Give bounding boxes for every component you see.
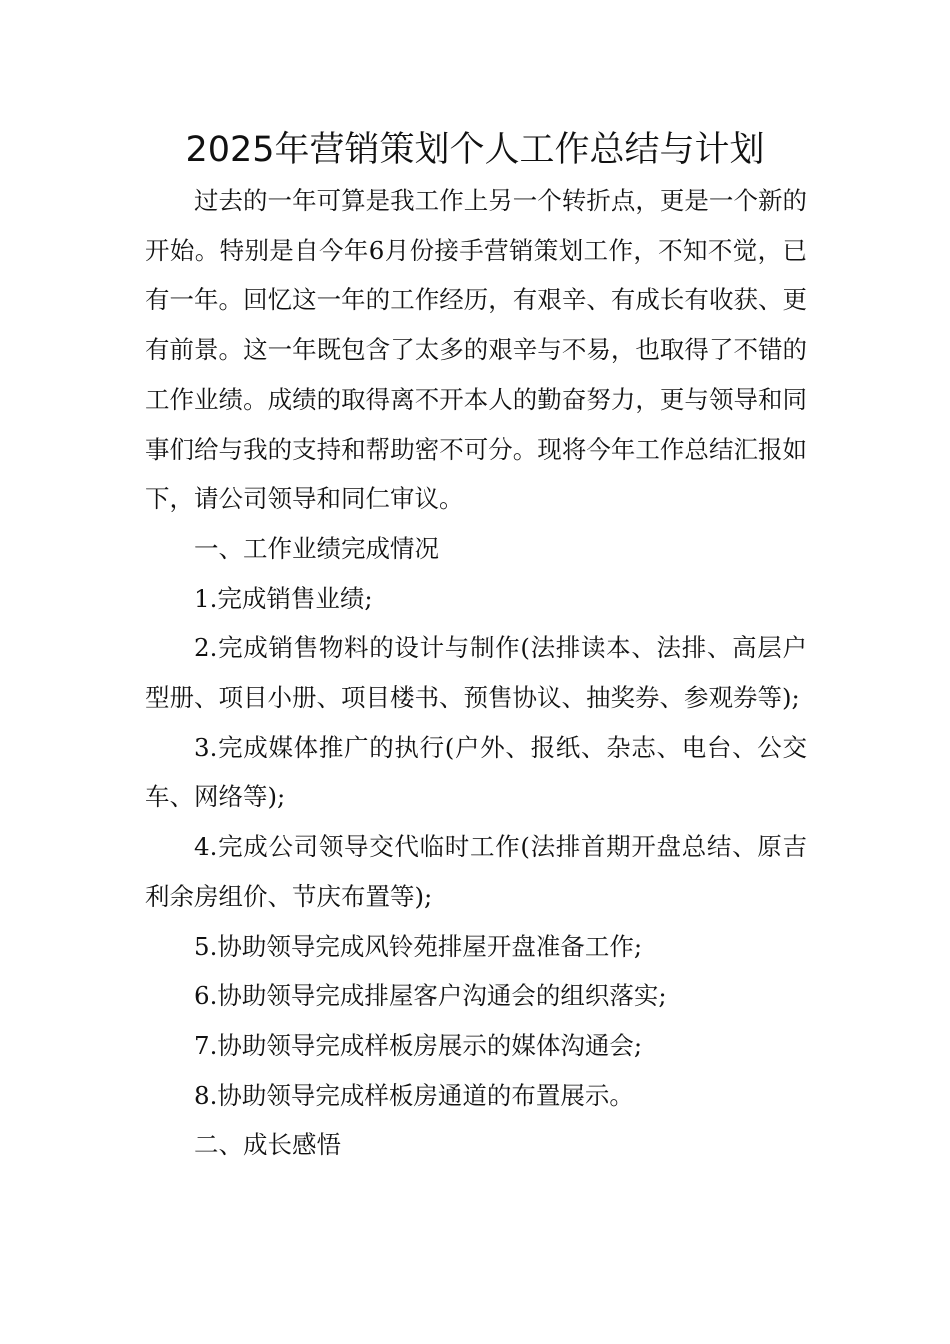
list-item: 3.完成媒体推广的执行(户外、报纸、杂志、电台、公交车、网络等); [145, 732, 807, 812]
list-item: 5.协助领导完成风铃苑排屋开盘准备工作; [194, 931, 643, 961]
list-item: 6.协助领导完成排屋客户沟通会的组织落实; [194, 981, 667, 1011]
document-body [145, 176, 807, 1170]
list-item: 2.完成销售物料的设计与制作(法排读本、法排、高层户型册、项目小册、项目楼书、预售协议、抽奖券、参观券等); [145, 633, 807, 713]
list-item: 4.完成公司领导交代临时工作(法排首期开盘总结、原吉利余房组价、节庆布置等); [145, 832, 807, 911]
list-item: 8.协助领导完成样板房通道的布置展示。 [194, 1080, 634, 1110]
document-title: 2025年营销策划个人工作总结与计划 [185, 130, 765, 170]
intro-paragraph: 过去的一年可算是我工作上另一个转折点，更是一个新的开始。特别是自今年6月份接手营销策划工作，不知不觉，已有一年。回忆这一年的工作经历，有艰辛、有成长有收获、更有前景。这一年既包含了太多的艰辛与不易，也取得了不错的工作业绩。成绩的取得离不开本人的勤奋努力，更与领导和同事们给与我的支持和帮助密不可分。现将今年工作总结汇报如下，请公司领导和同仁审议。 [145, 186, 807, 514]
section-heading-growth: 二、成长感悟 [194, 1130, 341, 1160]
list-item: 1.完成销售业绩; [194, 583, 373, 613]
list-item: 7.协助领导完成样板房展示的媒体沟通会; [194, 1030, 643, 1060]
section-heading-performance: 一、工作业绩完成情况 [194, 533, 439, 563]
